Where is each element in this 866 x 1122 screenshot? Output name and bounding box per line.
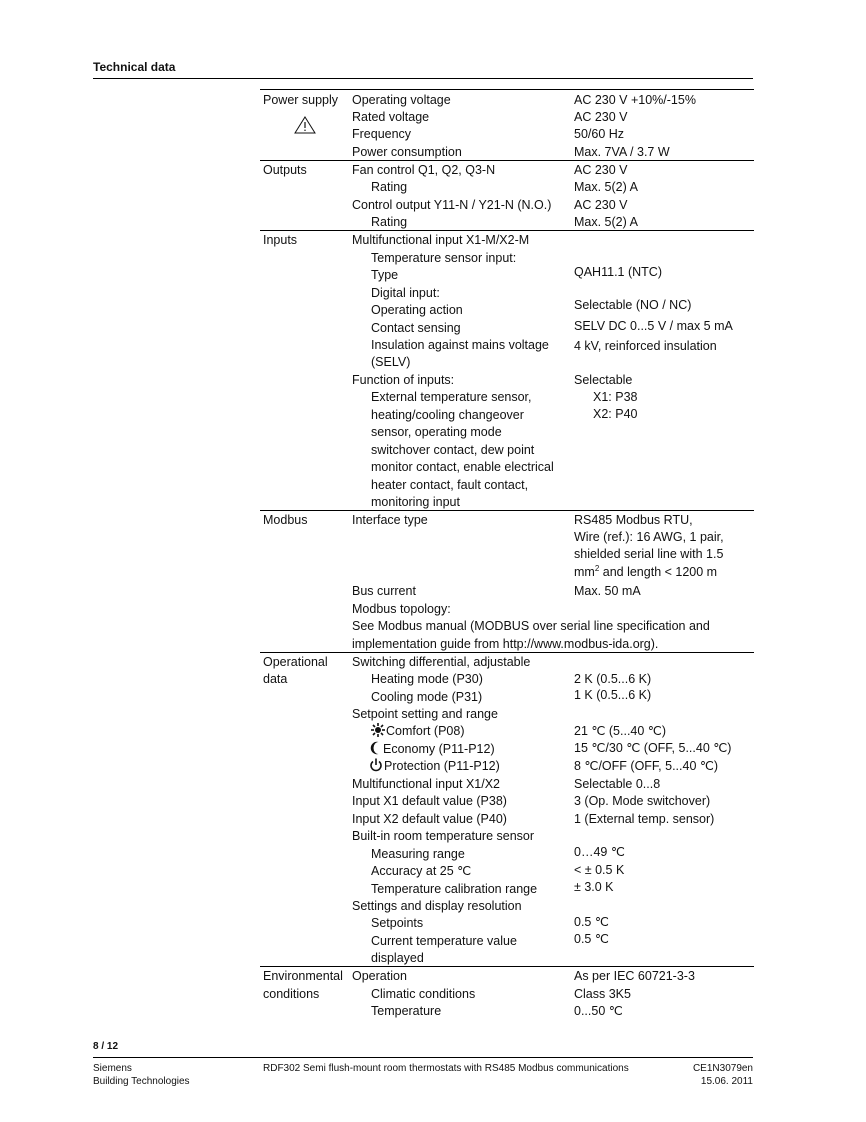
param-protection-row [369, 758, 500, 775]
param-digital-input: Digital input: [371, 286, 440, 300]
footer-company: Siemens [93, 1063, 132, 1074]
param-function-of-inputs: Function of inputs: [352, 373, 455, 387]
value-operation: As per IEC 60721-3-3 [574, 969, 695, 983]
value-accuracy: < ± 0.5 K [574, 863, 625, 877]
param-function-desc-7: monitoring input [371, 495, 460, 509]
value-power-consumption: Max. 7VA / 3.7 W [574, 145, 670, 159]
param-fan-rating: Rating [371, 180, 408, 194]
section-label-operational-data: data [263, 672, 288, 686]
param-cooling-mode: Cooling mode (P31) [371, 690, 483, 704]
value-input-x1-default: 3 (Op. Mode switchover) [574, 794, 711, 808]
sun-icon [371, 723, 385, 737]
value-calibration-range: ± 3.0 K [574, 880, 614, 894]
value-multifunctional-x1x2: Selectable 0...8 [574, 777, 661, 791]
value-frequency: 50/60 Hz [574, 127, 625, 141]
param-temp-sensor-input: Temperature sensor input: [371, 251, 517, 265]
param-measuring-range: Measuring range [371, 847, 465, 861]
value-cooling-mode: 1 K (0.5...6 K) [574, 688, 652, 702]
section-label-environmental-conditions: conditions [263, 987, 320, 1001]
table-top-border [260, 89, 754, 90]
footer-document-date: 15.06. 2011 [700, 1076, 753, 1087]
param-function-desc-5: monitor contact, enable electrical [371, 460, 554, 474]
value-heating-mode: 2 K (0.5...6 K) [574, 672, 652, 686]
header-divider [93, 78, 753, 79]
footer-document-id: CE1N3079en [692, 1063, 753, 1074]
param-current-temp: Current temperature value [371, 934, 517, 948]
value-climatic-conditions: Class 3K5 [574, 987, 631, 1001]
section-label-environmental: Environmental [263, 969, 343, 983]
value-cable-length: and length < 1200 m [599, 565, 718, 579]
value-interface-type-2: Wire (ref.): 16 AWG, 1 pair, [574, 530, 724, 544]
section-label-inputs: Inputs [263, 233, 298, 247]
param-function-desc-4: switchover contact, dew point [371, 443, 535, 457]
moon-icon [369, 741, 382, 755]
param-type: Type [371, 268, 399, 282]
param-interface-type: Interface type [352, 513, 428, 527]
param-modbus-manual-1: See Modbus manual (MODBUS over serial line specification and [352, 619, 710, 633]
value-current-temp: 0.5 ℃ [574, 932, 609, 946]
param-protection: Protection (P11-P12) [384, 759, 500, 773]
param-modbus-manual-2: implementation guide from http://www.modbus-ida.org). [352, 637, 659, 651]
section-label-power-supply: Power supply [263, 93, 339, 107]
section-label-modbus: Modbus [263, 513, 308, 527]
value-comfort: 21 ℃ (5...40 ℃) [574, 724, 666, 738]
param-function-desc-1: External temperature sensor, [371, 390, 532, 404]
value-rated-voltage: AC 230 V [574, 110, 628, 124]
section-divider [260, 510, 754, 511]
param-settings-resolution: Settings and display resolution [352, 899, 522, 913]
param-comfort-row [371, 723, 465, 740]
value-interface-type-1: RS485 Modbus RTU, [574, 513, 693, 527]
param-contact-sensing: Contact sensing [371, 321, 461, 335]
value-protection: 8 ℃/OFF (OFF, 5...40 ℃) [574, 759, 719, 773]
param-accuracy: Accuracy at 25 ℃ [371, 864, 472, 878]
param-operating-action: Operating action [371, 303, 463, 317]
value-insulation: 4 kV, reinforced insulation [574, 339, 717, 353]
value-fan-rating: Max. 5(2) A [574, 180, 638, 194]
value-fan-control: AC 230 V [574, 163, 628, 177]
param-insulation: Insulation against mains voltage [371, 338, 549, 352]
param-climatic-conditions: Climatic conditions [371, 987, 476, 1001]
value-measuring-range: 0…49 ℃ [574, 845, 625, 859]
param-economy: Economy (P11-P12) [383, 742, 495, 756]
param-operating-voltage: Operating voltage [352, 93, 451, 107]
value-input-x2-default: 1 (External temp. sensor) [574, 812, 715, 826]
section-divider [260, 966, 754, 967]
value-bus-current: Max. 50 mA [574, 584, 641, 598]
value-operating-action: Selectable (NO / NC) [574, 298, 692, 312]
param-comfort: Comfort (P08) [386, 724, 465, 738]
param-input-x2-default: Input X2 default value (P40) [352, 812, 507, 826]
param-setpoint-setting: Setpoint setting and range [352, 707, 498, 721]
section-divider [260, 160, 754, 161]
section-label-operational: Operational [263, 655, 328, 669]
page-header-title: Technical data [93, 60, 176, 74]
param-bus-current: Bus current [352, 584, 416, 598]
value-x2-p40: X2: P40 [593, 407, 638, 421]
footer-document-title: RDF302 Semi flush-mount room thermostats with RS485 Modbus communications [263, 1063, 629, 1074]
value-setpoints: 0.5 ℃ [574, 915, 609, 929]
page-number: 8 / 12 [93, 1041, 119, 1052]
value-economy: 15 ℃/30 ℃ (OFF, 5...40 ℃) [574, 741, 732, 755]
footer-division: Building Technologies [93, 1076, 190, 1087]
value-function-of-inputs: Selectable [574, 373, 633, 387]
param-builtin-sensor: Built-in room temperature sensor [352, 829, 535, 843]
value-operating-voltage: AC 230 V +10%/-15% [574, 93, 696, 107]
param-control-output: Control output Y11-N / Y21-N (N.O.) [352, 198, 552, 212]
value-control-rating: Max. 5(2) A [574, 215, 638, 229]
param-function-desc-2: heating/cooling changeover [371, 408, 524, 422]
param-calibration-range: Temperature calibration range [371, 882, 538, 896]
param-power-consumption: Power consumption [352, 145, 462, 159]
value-control-output: AC 230 V [574, 198, 628, 212]
param-fan-control: Fan control Q1, Q2, Q3-N [352, 163, 496, 177]
param-modbus-topology: Modbus topology: [352, 602, 451, 616]
param-frequency: Frequency [352, 127, 412, 141]
value-temperature: 0...50 ℃ [574, 1004, 623, 1018]
value-interface-type-4 [574, 564, 717, 581]
param-switching-differential: Switching differential, adjustable [352, 655, 531, 669]
param-control-rating: Rating [371, 215, 408, 229]
param-input-x1-default: Input X1 default value (P38) [352, 794, 507, 808]
param-rated-voltage: Rated voltage [352, 110, 430, 124]
param-function-desc-3: sensor, operating mode [371, 425, 502, 439]
param-operation: Operation [352, 969, 407, 983]
value-type: QAH11.1 (NTC) [574, 265, 662, 279]
param-heating-mode: Heating mode (P30) [371, 672, 483, 686]
value-x1-p38: X1: P38 [593, 390, 638, 404]
param-temperature: Temperature [371, 1004, 442, 1018]
warning-triangle-icon [294, 116, 316, 134]
param-selv: (SELV) [371, 355, 411, 369]
section-label-outputs: Outputs [263, 163, 307, 177]
param-displayed: displayed [371, 951, 424, 965]
section-divider [260, 652, 754, 653]
footer-divider [93, 1057, 753, 1058]
value-contact-sensing: SELV DC 0...5 V / max 5 mA [574, 319, 733, 333]
param-function-desc-6: heater contact, fault contact, [371, 478, 529, 492]
power-icon [369, 758, 383, 772]
param-multifunctional-x1x2: Multifunctional input X1/X2 [352, 777, 501, 791]
param-economy-row [369, 741, 495, 758]
value-mm: mm [574, 565, 595, 579]
value-mm-superscript: 2 [594, 563, 600, 573]
param-setpoints: Setpoints [371, 916, 424, 930]
value-interface-type-3: shielded serial line with 1.5 [574, 547, 724, 561]
section-divider [260, 230, 754, 231]
param-multifunctional-input: Multifunctional input X1-M/X2-M [352, 233, 530, 247]
